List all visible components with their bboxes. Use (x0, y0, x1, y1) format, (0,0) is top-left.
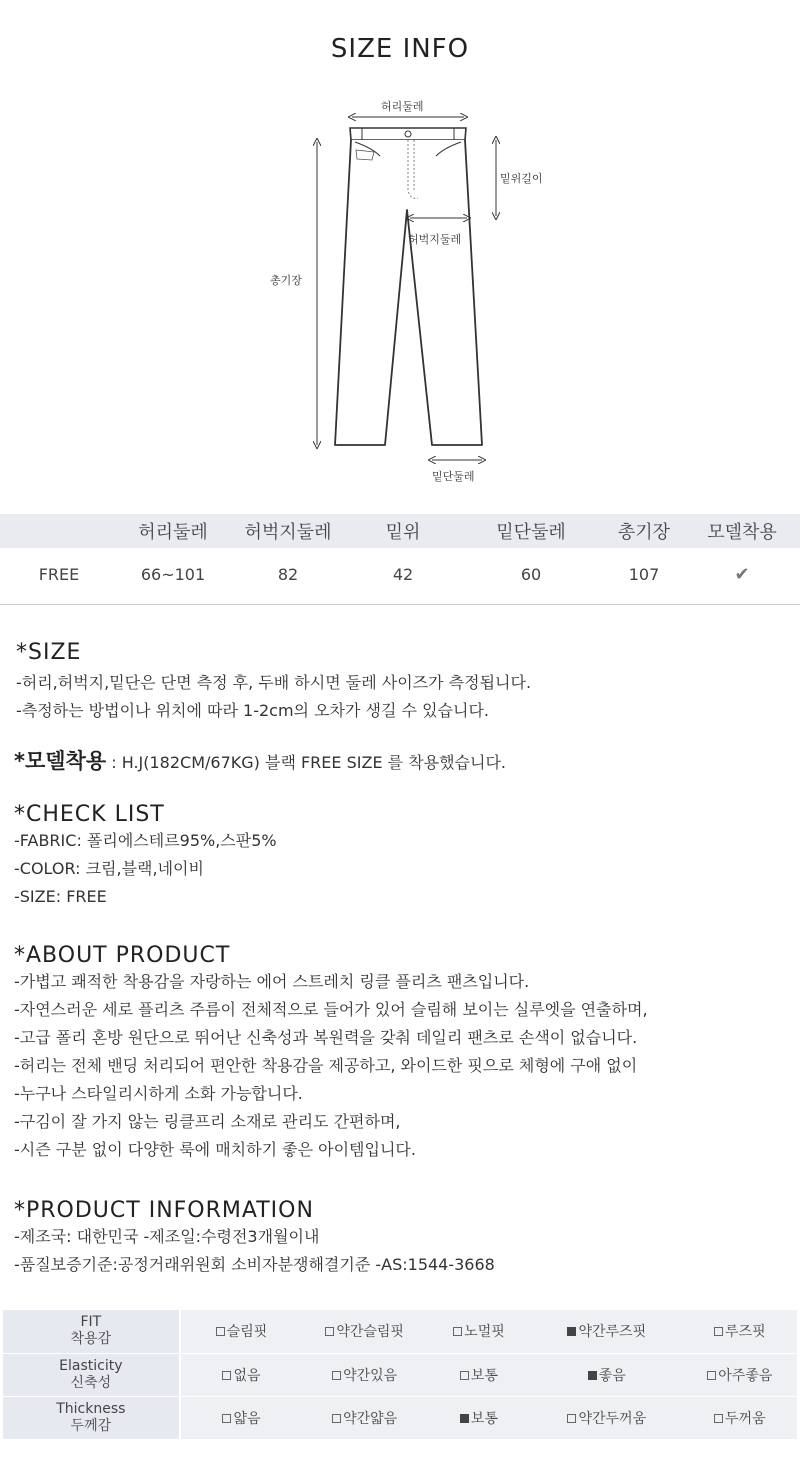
unchecked-box-icon (332, 1371, 341, 1380)
pants-measurement-diagram (260, 90, 560, 490)
thigh-label: 허벅지둘레 (408, 233, 462, 246)
fit-row-label-ko: 두께감 (70, 1417, 112, 1434)
fit-option-label: 약간있음 (343, 1367, 398, 1384)
header-cell: 밑단둘레 (458, 514, 604, 548)
header-cell: 모델착용 (684, 514, 800, 548)
text-line: -가볍고 쾌적한 착용감을 자랑하는 에어 스트레치 링클 플리츠 팬츠입니다. (14, 972, 530, 991)
rise-cell: 42 (392, 564, 414, 584)
fit-option-label: 보통 (470, 1367, 498, 1384)
thigh-cell: 82 (277, 564, 299, 584)
unchecked-box-icon (567, 1414, 576, 1423)
fit-option-label: 노멀핏 (464, 1324, 505, 1341)
fit-option-label: 두꺼움 (725, 1410, 766, 1427)
size-notes-section (16, 640, 786, 725)
fit-row-label-ko: 착용감 (70, 1331, 112, 1348)
model-label: *모델착용 (14, 749, 107, 773)
text-line: -품질보증기준:공정거래위원회 소비자분쟁해결기준 -AS:1544-3668 (14, 1255, 495, 1274)
size-table-header (0, 514, 800, 548)
fit-row (3, 1310, 797, 1353)
fit-option-label: 없음 (233, 1367, 261, 1384)
text-line: -허리,허벅지,밑단은 단면 측정 후, 두배 하시면 둘레 사이즈가 측정됩니다. (16, 673, 532, 692)
fit-option (531, 1353, 683, 1396)
unchecked-box-icon (222, 1371, 231, 1380)
text-line: -FABRIC: 폴리에스테르95%,스판5% (14, 831, 277, 850)
fit-option (531, 1396, 683, 1439)
fit-option-label: 좋음 (598, 1367, 626, 1384)
fit-option-label: 슬림핏 (226, 1324, 268, 1341)
section-title: *PRODUCT INFORMATION (14, 1198, 314, 1223)
rise-label: 밑위길이 (500, 172, 543, 185)
text-line: -SIZE: FREE (14, 887, 107, 906)
size-table (0, 514, 800, 600)
fit-option (683, 1310, 797, 1353)
fit-option (302, 1396, 427, 1439)
fit-option-label: 얇음 (233, 1410, 261, 1427)
section-title: *ABOUT PRODUCT (14, 943, 231, 968)
text-line: -허리는 전체 밴딩 처리되어 편안한 착용감을 제공하고, 와이드한 핏으로 체형에 구애 없이 (14, 1056, 638, 1075)
header-cell: 밑위 (348, 514, 458, 548)
text-line: -시즌 구분 없이 다양한 룩에 매치하기 좋은 아이템입니다. (14, 1140, 416, 1159)
model-value: : H.J(182CM/67KG) 블랙 FREE SIZE 를 착용했습니다. (106, 753, 507, 772)
text-line: -누구나 스타일리시하게 소화 가능합니다. (14, 1084, 303, 1103)
waist-cell: 66~101 (140, 564, 206, 584)
header-cell: 허벅지둘레 (228, 514, 348, 548)
fit-row-label-en: Elasticity (59, 1357, 123, 1374)
hem-cell: 60 (520, 564, 542, 584)
unchecked-box-icon (714, 1414, 723, 1423)
text-line: -제조국: 대한민국 -제조일:수령전3개월이내 (14, 1227, 320, 1246)
header-cell: 총기장 (604, 514, 684, 548)
fit-option (180, 1353, 303, 1396)
fit-row-label-en: FIT (80, 1314, 102, 1331)
table-row (0, 548, 800, 600)
unchecked-box-icon (332, 1414, 341, 1423)
length-cell: 107 (628, 564, 660, 584)
fit-option (180, 1396, 303, 1439)
fit-option (683, 1396, 797, 1439)
fit-option (302, 1310, 427, 1353)
waist-label: 허리둘레 (381, 100, 424, 113)
fit-option-label: 루즈핏 (725, 1324, 766, 1341)
fit-row-label-ko: 신축성 (70, 1374, 112, 1391)
fit-option (302, 1353, 427, 1396)
section-title: *CHECK LIST (14, 802, 165, 827)
header-cell: 허리둘레 (118, 514, 228, 548)
fit-option (427, 1310, 531, 1353)
fit-option (427, 1353, 531, 1396)
fit-row-label (3, 1310, 180, 1353)
text-line: -측정하는 방법이나 위치에 따라 1-2cm의 오차가 생길 수 있습니다. (16, 701, 490, 720)
checked-box-icon (588, 1371, 597, 1380)
fit-row-label (3, 1353, 180, 1396)
fit-option (180, 1310, 303, 1353)
fit-option-label: 약간슬림핏 (336, 1324, 404, 1341)
unchecked-box-icon (714, 1327, 723, 1336)
text-line: -자연스러운 세로 플리츠 주름이 전체적으로 들어가 있어 슬림해 보이는 실루엣을 연출하며, (14, 1000, 648, 1019)
fit-table (3, 1310, 797, 1440)
section-title: *SIZE (16, 640, 82, 665)
product-info-section (14, 1198, 784, 1279)
unchecked-box-icon (453, 1327, 462, 1336)
length-label: 총기장 (270, 274, 302, 287)
text-line: -고급 폴리 혼방 원단으로 뛰어난 신축성과 복원력을 갖춰 데일리 팬츠로 손색이 없습니다. (14, 1028, 638, 1047)
fit-option-label: 아주좋음 (718, 1367, 773, 1384)
text-line: -COLOR: 크림,블랙,네이비 (14, 859, 204, 878)
fit-option (531, 1310, 683, 1353)
fit-row-label (3, 1396, 180, 1439)
about-product-section (14, 943, 784, 1164)
fit-option-label: 보통 (470, 1410, 498, 1427)
model-check-icon: ✔ (734, 563, 750, 585)
unchecked-box-icon (707, 1371, 716, 1380)
header-cell (0, 514, 118, 548)
fit-option-label: 약간루즈핏 (578, 1324, 647, 1341)
unchecked-box-icon (325, 1327, 334, 1336)
fit-option-label: 약간얇음 (343, 1410, 398, 1427)
hem-label: 밑단둘레 (432, 470, 475, 483)
text-line: -구김이 잘 가지 않는 링클프리 소재로 관리도 간편하며, (14, 1112, 401, 1131)
size-cell: FREE (38, 564, 80, 584)
unchecked-box-icon (216, 1327, 225, 1336)
fit-option (683, 1353, 797, 1396)
checked-box-icon (460, 1414, 469, 1423)
check-list-section (14, 802, 784, 911)
divider (0, 604, 800, 605)
fit-row (3, 1396, 797, 1439)
fit-row-label-en: Thickness (56, 1400, 126, 1417)
fit-option-label: 약간두꺼움 (578, 1410, 647, 1427)
unchecked-box-icon (222, 1414, 231, 1423)
pants-illustration (260, 90, 560, 490)
page-title: SIZE INFO (330, 34, 470, 64)
fit-row (3, 1353, 797, 1396)
checked-box-icon (567, 1327, 576, 1336)
model-wearing-info (14, 745, 506, 775)
unchecked-box-icon (460, 1371, 469, 1380)
fit-option (427, 1396, 531, 1439)
